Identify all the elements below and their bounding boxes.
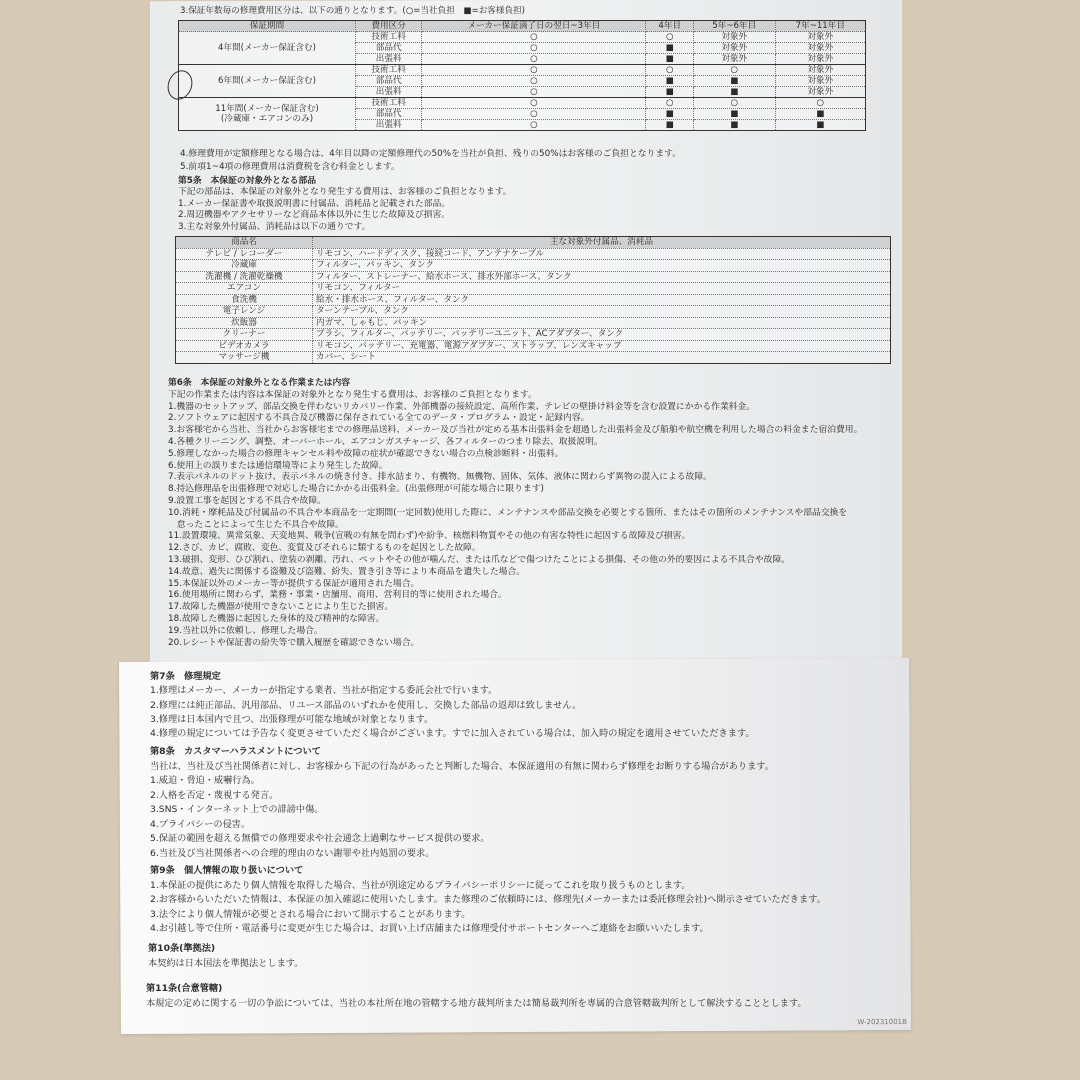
table-row bbox=[179, 65, 866, 76]
article-line: 17.故障した機器が使用できないことにより生じた損害。 bbox=[168, 602, 394, 613]
table-row bbox=[176, 317, 891, 329]
article-line: 3.お客様宅から当社、当社からお客様宅までの修理品送料、メーカー及び当社が定める基本出張料金を超過した出張料金及び船舶や航空機を利用した場合の料金また宿泊費用。 bbox=[168, 425, 863, 436]
table-row bbox=[176, 294, 891, 306]
coverage-cell: ○ bbox=[422, 43, 646, 54]
coverage-cell: ○ bbox=[646, 98, 694, 109]
product-name: 電子レンジ bbox=[176, 306, 313, 318]
coverage-cell: ○ bbox=[422, 32, 646, 43]
excluded-parts-table bbox=[175, 236, 891, 364]
coverage-cell: ○ bbox=[422, 76, 646, 87]
table-row bbox=[179, 98, 866, 109]
cost-type: 部品代 bbox=[355, 109, 421, 120]
repair-cost-notes bbox=[180, 148, 681, 174]
excluded-items: 内ガマ、しゃもじ、パッキン bbox=[313, 317, 891, 329]
article-line: 1.修理はメーカー、メーカーが指定する業者、当社が指定する委託会社で行います。 bbox=[150, 685, 498, 697]
coverage-cell: 対象外 bbox=[693, 43, 775, 54]
coverage-cell: ○ bbox=[422, 109, 646, 120]
article-line: 15.本保証以外のメーカー等が提供する保証が適用された場合。 bbox=[168, 578, 420, 589]
coverage-cell: ■ bbox=[646, 43, 694, 54]
article-line: 1.メーカー保証書や取扱説明書に付属品、消耗品と記載された部品。 bbox=[178, 198, 451, 209]
coverage-cell: ■ bbox=[646, 120, 694, 131]
article-line: 19.当社以外に依頼し、修理した場合。 bbox=[168, 625, 323, 636]
column-header: 主な対象外付属品、消耗品 bbox=[313, 237, 891, 249]
coverage-cell: ○ bbox=[693, 65, 775, 76]
warranty-period: 6年間(メーカー保証含む) bbox=[179, 65, 356, 98]
product-name: クリーナー bbox=[176, 329, 313, 341]
article-line: 13.破損、変形、ひび割れ、塗装の剥離、汚れ、ペットやその他が噛んだ、または爪などで傷つけたことによる損傷、その他の外的要因による不具合や故障。 bbox=[168, 554, 791, 565]
coverage-cell: 対象外 bbox=[775, 65, 865, 76]
article-line: 6.当社及び当社関係者への合理的理由のない謝罪や社内処罰の要求。 bbox=[150, 847, 435, 859]
product-name: 洗濯機 / 洗濯乾燥機 bbox=[176, 271, 313, 283]
article-line: 12.さび、カビ、腐敗、変色、変質及びそれらに類するものを起因とした故障。 bbox=[168, 543, 481, 554]
article-title: 第10条(準拠法) bbox=[148, 943, 216, 954]
excluded-items: カバー、シート bbox=[313, 352, 891, 364]
excluded-items: 給水・排水ホース、フィルター、タンク bbox=[313, 294, 891, 306]
coverage-cell: ■ bbox=[646, 109, 694, 120]
product-name: エアコン bbox=[176, 283, 313, 295]
article-line: 2.お客様からいただいた情報は、本保証の加入確認に使用いたします。また修理のご依頼時には、修理先(メーカーまたは委託修理会社)へ開示させていただきます。 bbox=[150, 894, 826, 905]
article-line: 1.威迫・脅迫・威嚇行為。 bbox=[150, 775, 260, 786]
coverage-cell: 対象外 bbox=[775, 32, 865, 43]
coverage-cell: ■ bbox=[693, 87, 775, 98]
article-line: 3.主な対象外付属品、消耗品は以下の通りです。 bbox=[178, 221, 371, 232]
coverage-cell: ○ bbox=[646, 32, 694, 43]
coverage-cell: 対象外 bbox=[775, 87, 865, 98]
article-line: 3.修理は日本国内で且つ、出張修理が可能な地域が対象となります。 bbox=[150, 713, 434, 725]
column-header: 商品名 bbox=[176, 237, 313, 249]
article-line: 14.故意、過失に関係する盗難及び盗難、紛失、置き引き等により本商品を遺失した場合。 bbox=[168, 566, 526, 577]
article-line: 2.周辺機器やアクセサリーなど商品本体以外に生じた故障及び損害。 bbox=[178, 210, 451, 221]
table-row bbox=[176, 352, 891, 364]
article-10 bbox=[148, 942, 303, 971]
article-line: 16.使用場所に関わらず、業務・事業・店舗用、商用、営利目的等に使用された場合。 bbox=[168, 590, 507, 601]
column-header: 5年~6年目 bbox=[693, 21, 775, 32]
table-row bbox=[176, 260, 891, 272]
coverage-cell: ○ bbox=[422, 98, 646, 109]
cost-type: 出張料 bbox=[355, 120, 421, 131]
article-line: 当社は、当社及び当社関係者に対し、お客様から下記の行為があったと判断した場合、本保証適用の有無に関わらず修理をお断りする場合があります。 bbox=[150, 760, 774, 772]
cost-type: 部品代 bbox=[355, 43, 421, 54]
product-name: 冷蔵庫 bbox=[176, 260, 313, 272]
article-5 bbox=[178, 176, 512, 233]
excluded-items: リモコン、フィルター bbox=[313, 283, 891, 295]
article-line: 8.持込修理品を出張修理で対応した場合にかかる出張料金。(出張修理が可能な場合に限ります) bbox=[168, 484, 544, 495]
article-line: 4.お引越し等で住所・電話番号に変更が生じた場合は、お買い上げ店舗または修理受付サポートセンターへご連絡をお願いいたします。 bbox=[150, 923, 709, 934]
article-line: 18.故障した機器に起因した身体的及び精神的な障害。 bbox=[168, 613, 385, 624]
coverage-cell: ■ bbox=[693, 120, 775, 131]
column-header: メーカー保証満了日の翌日~3年目 bbox=[422, 21, 646, 32]
coverage-cell: ○ bbox=[693, 98, 775, 109]
note-line: 5.前項1~4項の修理費用は消費税を含む料金とします。 bbox=[180, 162, 400, 172]
article-line: 1.本保証の提供にあたり個人情報を取得した場合、当社が別途定めるプライバシーポリシーに従ってこれを取り扱うものとします。 bbox=[150, 879, 691, 891]
coverage-cell: ○ bbox=[775, 98, 865, 109]
excluded-items: フィルター、ストレーナー、給水ホース、排水外部ホース、タンク bbox=[313, 271, 891, 283]
cost-type: 技術工料 bbox=[355, 98, 421, 109]
article-8 bbox=[150, 745, 774, 861]
article-7 bbox=[150, 670, 755, 741]
article-line: 20.レシートや保証書の紛失等で購入履歴を確認できない場合。 bbox=[168, 637, 420, 648]
product-name: テレビ / レコーダー bbox=[176, 248, 313, 260]
article-line: 10.消耗・摩耗品及び付属品の不具合や本商品を一定期間(一定回数)使用した際に、メンテナンスや部品交換を必要とする箇所、またはその箇所のメンテナンスや部品交換を bbox=[168, 507, 848, 518]
article-line: 2.ソフトウェアに起因する不具合及び機器に保存されている全てのデータ・プログラム・設定・記録内容。 bbox=[168, 413, 590, 424]
column-header: 7年~11年目 bbox=[775, 21, 865, 32]
table-row bbox=[176, 329, 891, 341]
product-name: 炊飯器 bbox=[176, 317, 313, 329]
article-line: 2.人格を否定・蔑視する発言。 bbox=[150, 789, 279, 801]
coverage-cell: 対象外 bbox=[775, 43, 865, 54]
product-name: マッサージ機 bbox=[176, 352, 313, 364]
article-line: 4.修理の規定については予告なく変更させていただく場合がございます。すでに加入されている場合は、加入時の規定を適用させていただきます。 bbox=[150, 728, 755, 740]
table-header-row bbox=[179, 21, 866, 32]
coverage-cell: 対象外 bbox=[693, 32, 775, 43]
article-line: 3.SNS・インターネット上での誹謗中傷。 bbox=[150, 804, 324, 815]
product-name: 食洗機 bbox=[176, 294, 313, 306]
excluded-items: リモコン、ハードディスク、接続コード、アンテナケーブル bbox=[313, 248, 891, 260]
coverage-cell: 対象外 bbox=[775, 54, 865, 65]
article-line: 怠ったことによって生じた不具合や故障。 bbox=[168, 519, 344, 530]
article-title: 第8条 カスタマーハラスメントについて bbox=[150, 746, 321, 757]
article-line: 7.表示パネルのドット抜け、表示パネルの焼き付き、排水詰まり、有機物、無機物、固体、気体、液体に関わらず異物の混入による故障。 bbox=[168, 472, 712, 483]
excluded-items: ブラシ、フィルター、バッテリー、バッテリーユニット、ACアダプター、タンク bbox=[313, 329, 891, 341]
article-line: 5.修理しなかった場合の修理キャンセル料や故障の症状が確認できない場合の点検診断料・出張料。 bbox=[168, 448, 564, 459]
excluded-items: フィルター、パッキン、タンク bbox=[313, 260, 891, 272]
article-line: 5.保証の範囲を超える無償での修理要求や社会通念上過剰なサービス提供の要求。 bbox=[150, 833, 490, 844]
warranty-period: 11年間(メーカー保証含む) (冷蔵庫・エアコンのみ) bbox=[179, 98, 356, 131]
table-header-row bbox=[176, 237, 891, 249]
coverage-cell: ○ bbox=[422, 54, 646, 65]
coverage-cell: ■ bbox=[646, 54, 694, 65]
coverage-cell: 対象外 bbox=[775, 76, 865, 87]
article-line: 下記の部品は、本保証の対象外となり発生する費用は、お客様のご負担となります。 bbox=[178, 187, 512, 198]
article-title: 第6条 本保証の対象外となる作業または内容 bbox=[168, 378, 351, 388]
article-line: 1.機器のセットアップ、部品交換を伴わないリカバリー作業、外部機器の接続設定、高所作業、テレビの壁掛け料金等を含む設置にかかる作業料金。 bbox=[168, 401, 756, 412]
coverage-cell: ○ bbox=[422, 120, 646, 131]
column-header: 費用区分 bbox=[355, 21, 421, 32]
coverage-cell: ○ bbox=[646, 65, 694, 76]
article-line: 本規定の定めに関する一切の争訟については、当社の本社所在地の管轄する地方裁判所または簡易裁判所を専属的合意管轄裁判所として解決することとします。 bbox=[146, 997, 807, 1009]
article-title: 第11条(合意管轄) bbox=[146, 983, 223, 994]
coverage-cell: ■ bbox=[646, 87, 694, 98]
table-row bbox=[176, 283, 891, 295]
coverage-cell: ■ bbox=[775, 120, 865, 131]
coverage-cell: ○ bbox=[422, 87, 646, 98]
cost-type: 出張料 bbox=[355, 54, 421, 65]
version-code: W-20231001B bbox=[857, 1017, 907, 1027]
article-title: 第9条 個人情報の取り扱いについて bbox=[150, 865, 304, 876]
table-row bbox=[176, 271, 891, 283]
cost-type: 出張料 bbox=[355, 87, 421, 98]
table-row bbox=[179, 32, 866, 43]
cost-type: 技術工料 bbox=[355, 32, 421, 43]
article-line: 11.設置環境、異常気象、天変地異、戦争(宣戦の有無を問わず)や紛争、核燃料物質やその他の有害な特性に起因する故障及び損害。 bbox=[168, 531, 691, 542]
article-title: 第7条 修理規定 bbox=[150, 671, 221, 682]
article-11 bbox=[146, 982, 807, 1011]
column-header: 保証期間 bbox=[179, 21, 356, 32]
repair-cost-intro: 3.保証年数毎の修理費用区分は、以下の通りとなります。(○=当社負担 ■=お客様負担) bbox=[180, 6, 526, 16]
article-9 bbox=[150, 864, 826, 937]
excluded-items: リモコン、バッテリー、充電器、電源アダプター、ストラップ、レンズキャップ bbox=[313, 340, 891, 352]
cost-type: 部品代 bbox=[355, 76, 421, 87]
article-line: 4.プライバシーの侵害。 bbox=[150, 818, 251, 830]
product-name: ビデオカメラ bbox=[176, 340, 313, 352]
coverage-cell: ■ bbox=[775, 109, 865, 120]
coverage-cell: ■ bbox=[693, 109, 775, 120]
coverage-cell: ■ bbox=[646, 76, 694, 87]
coverage-cell: ○ bbox=[422, 65, 646, 76]
article-line: 本契約は日本国法を準拠法とします。 bbox=[148, 957, 304, 969]
article-line: 2.修理には純正部品、汎用部品、リユース部品のいずれかを使用し、交換した部品の返却は致しません。 bbox=[150, 699, 582, 711]
warranty-period: 4年間(メーカー保証含む) bbox=[179, 32, 356, 65]
repair-cost-table bbox=[178, 20, 866, 131]
article-line: 4.各種クリーニング、調整、オーバーホール、エアコンガスチャージ、各フィルターのつまり除去、取扱説明。 bbox=[168, 436, 603, 447]
coverage-cell: 対象外 bbox=[693, 54, 775, 65]
article-line: 下記の作業または内容は本保証の対象外となり発生する費用は、お客様のご負担となります。 bbox=[168, 389, 537, 400]
coverage-cell: ■ bbox=[693, 76, 775, 87]
article-title: 第5条 本保証の対象外となる部品 bbox=[178, 176, 317, 186]
article-6 bbox=[168, 378, 862, 649]
table-row bbox=[176, 340, 891, 352]
article-line: 3.法令により個人情報が必要とされる場合において開示することがあります。 bbox=[150, 908, 471, 920]
table-row bbox=[176, 306, 891, 318]
note-line: 4.修理費用が定額修理となる場合は、4年目以降の定額修理代の50%を当社が負担、残りの50%はお客様のご負担となります。 bbox=[180, 149, 682, 159]
table-row bbox=[176, 248, 891, 260]
column-header: 4年目 bbox=[646, 21, 694, 32]
article-line: 6.使用上の誤りまたは通信環境等により発生した故障。 bbox=[168, 460, 388, 471]
article-line: 9.設置工事を起因とする不具合や故障。 bbox=[168, 495, 326, 506]
cost-type: 技術工料 bbox=[355, 65, 421, 76]
excluded-items: ターンテーブル、タンク bbox=[313, 306, 891, 318]
